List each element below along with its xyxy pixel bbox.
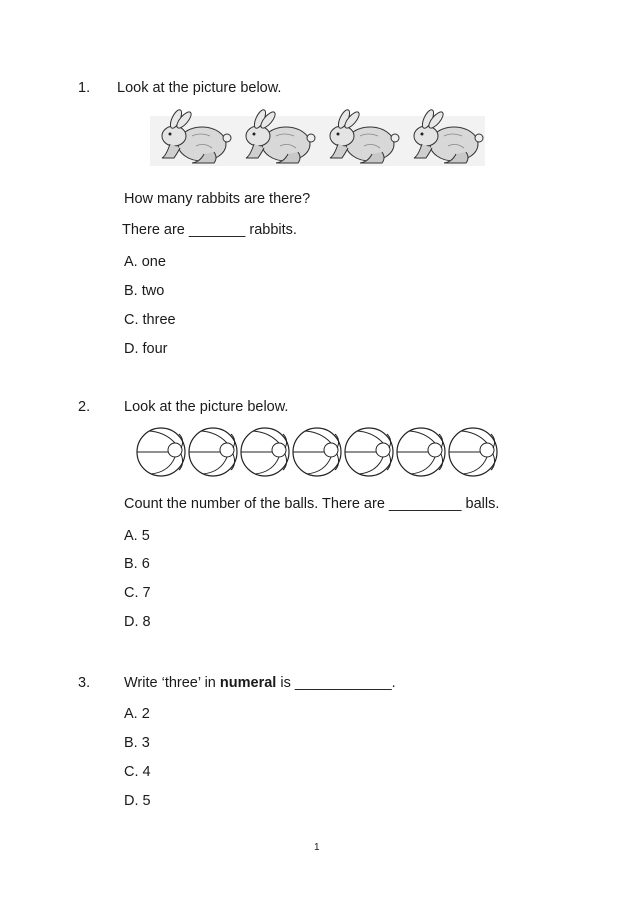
question-3-option-a[interactable]: A. 2 bbox=[124, 706, 150, 722]
question-2-prompt: Look at the picture below. bbox=[124, 399, 289, 415]
question-1-option-b[interactable]: B. two bbox=[124, 283, 165, 299]
question-2-option-a[interactable]: A. 5 bbox=[124, 528, 150, 544]
question-3-option-d[interactable]: D. 5 bbox=[124, 793, 151, 809]
question-3-option-b[interactable]: B. 3 bbox=[124, 735, 150, 751]
question-1-statement: There are _______ rabbits. bbox=[122, 222, 297, 238]
question-2-option-b[interactable]: B. 6 bbox=[124, 556, 150, 572]
question-1-option-c[interactable]: C. three bbox=[124, 312, 176, 328]
question-3-prompt-before: Write ‘three’ in bbox=[124, 675, 220, 691]
question-1-option-a[interactable]: A. one bbox=[124, 254, 166, 270]
question-1-question: How many rabbits are there? bbox=[124, 191, 311, 207]
question-1-number: 1. bbox=[78, 80, 91, 96]
question-3-prompt bbox=[124, 675, 396, 691]
question-1-prompt: Look at the picture below. bbox=[117, 80, 282, 96]
balls-picture bbox=[133, 425, 501, 479]
question-2-option-c[interactable]: C. 7 bbox=[124, 585, 151, 601]
question-2-statement: Count the number of the balls. There are _________ balls. bbox=[124, 496, 500, 512]
question-2-number: 2. bbox=[78, 399, 91, 415]
question-2-option-d[interactable]: D. 8 bbox=[124, 614, 151, 630]
question-3-prompt-bold: numeral bbox=[219, 675, 277, 691]
question-3-option-c[interactable]: C. 4 bbox=[124, 764, 151, 780]
question-1-option-d[interactable]: D. four bbox=[124, 341, 168, 357]
question-3-number: 3. bbox=[78, 675, 91, 691]
question-3-prompt-after: is ____________. bbox=[276, 675, 396, 691]
page-number: 1 bbox=[314, 842, 320, 853]
rabbits-picture bbox=[150, 108, 485, 170]
